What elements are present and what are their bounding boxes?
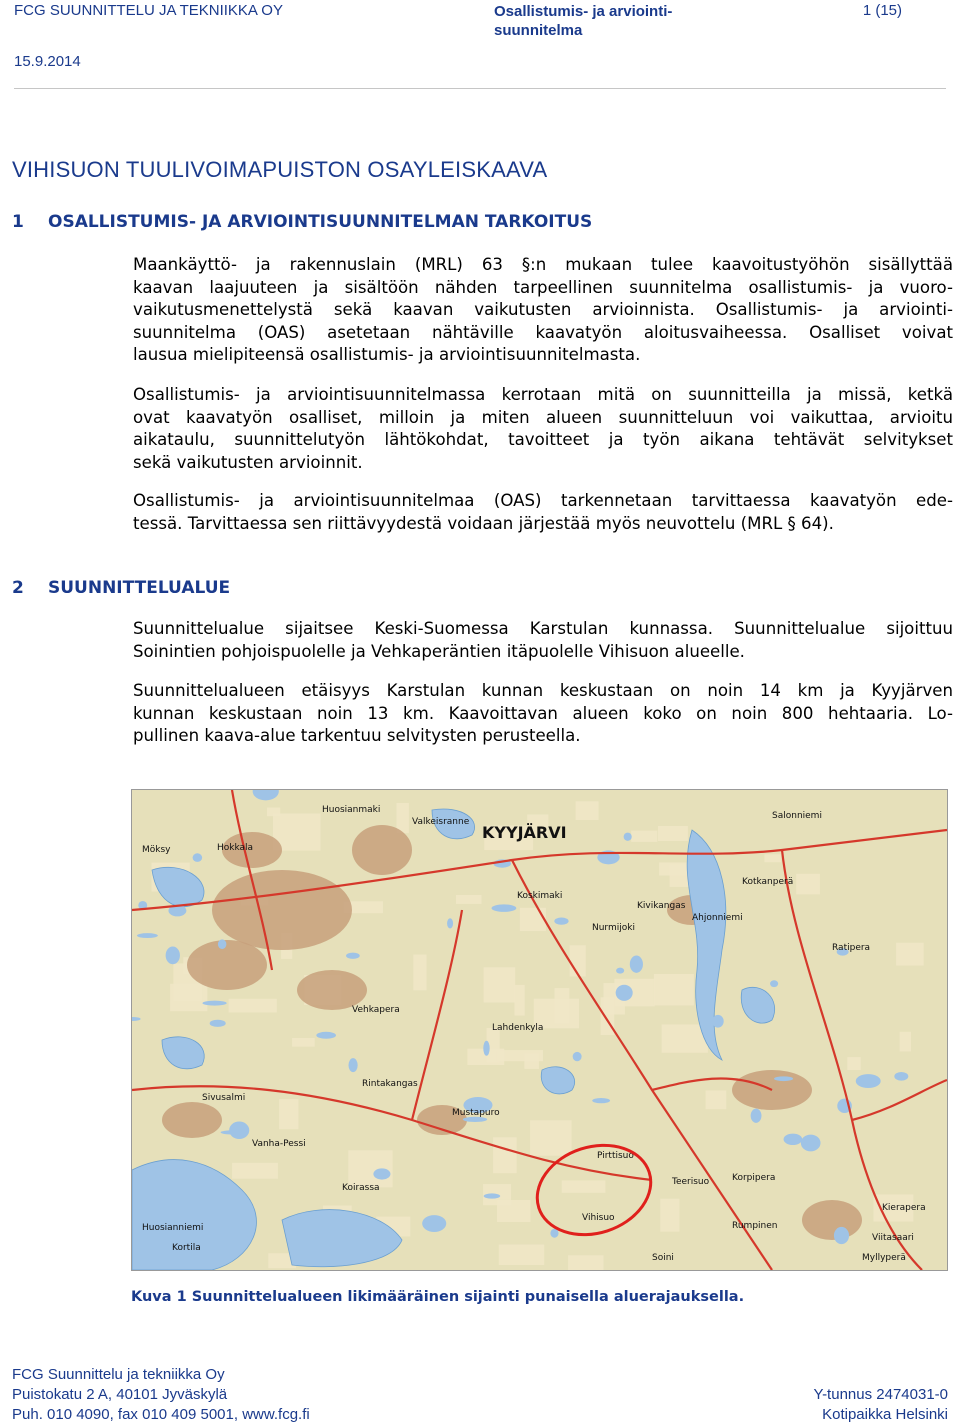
section-1-paragraph-1 (133, 254, 953, 367)
place-label: Valkeisranne (412, 817, 470, 827)
field-patch (896, 943, 924, 966)
paragraph-line: pullinen kaava-alue tarkentuu selvitysten perusteella. (133, 726, 581, 746)
place-label: Kotkanperä (742, 877, 794, 887)
map-graphic (132, 790, 947, 1270)
section-1-paragraph-2 (133, 384, 953, 474)
pond (422, 1215, 446, 1232)
place-label: Ratipera (832, 943, 871, 953)
place-label: Vehkapera (352, 1005, 400, 1015)
field-patch (706, 1090, 727, 1109)
footer-company: FCG Suunnittelu ja tekniikka Oy (12, 1366, 225, 1383)
header-page-number: 1 (15) (862, 2, 902, 19)
section-1-number: 1 (12, 212, 24, 232)
pond (712, 1015, 724, 1028)
place-label: Kivikangas (637, 901, 686, 911)
paragraph-line: lausua mielipiteensä osallistumis- ja arviointisuunnitelmasta. (133, 345, 641, 365)
pond (166, 947, 180, 965)
pond (856, 1074, 881, 1088)
field-patch (499, 1245, 544, 1265)
peatland-area (802, 1200, 862, 1240)
field-patch (497, 1200, 530, 1222)
pond (210, 1020, 226, 1027)
place-label: Salonniemi (772, 811, 822, 821)
header-divider (14, 88, 946, 89)
paragraph-line: sekä vaikutusten arvioinnit. (133, 452, 363, 472)
field-patch (576, 801, 599, 820)
location-map (131, 789, 948, 1271)
place-label: Pirttisuo (597, 1151, 634, 1161)
document-title: VIHISUON TUULIVOIMAPUISTON OSAYLEISKAAVA (12, 157, 548, 182)
section-1-paragraph-3 (133, 490, 953, 535)
place-label: Sivusalmi (202, 1093, 246, 1103)
place-label: Koirassa (342, 1183, 380, 1193)
section-1-title: OSALLISTUMIS- JA ARVIOINTISUUNNITELMAN TARKOITUS (48, 212, 593, 232)
page-footer (12, 1366, 948, 1426)
peatland-area (212, 870, 352, 950)
place-label: Koskimaki (517, 891, 563, 901)
field-patch (497, 1050, 543, 1061)
field-patch (562, 1180, 606, 1192)
header-date: 15.9.2014 (14, 53, 81, 70)
field-patch (654, 974, 694, 1005)
pond (484, 1193, 501, 1198)
pond (193, 853, 203, 862)
field-patch (396, 803, 408, 833)
pond (346, 953, 360, 959)
pond (616, 968, 624, 974)
field-patch (658, 826, 688, 841)
pond (203, 1001, 227, 1006)
field-patch (348, 1150, 392, 1187)
pond (492, 904, 517, 912)
field-patch (764, 854, 781, 862)
field-patch (279, 1099, 298, 1129)
paragraph-line: Osallistumis- ja arviointisuunnitelmassa kerrotaan mitä on suunnitteilla ja missä, ketkä (133, 385, 953, 404)
place-label: Ahjonniemi (692, 913, 743, 923)
field-patch (456, 895, 482, 904)
place-label: Huosianmaki (322, 805, 381, 815)
footer-business-id: Y-tunnus 2474031-0 (813, 1386, 948, 1403)
paragraph-line: aikataulu, suunnittelutyön lähtökohdat, tavoitteet ja työn aikana tehtävät selvitykset (133, 430, 953, 450)
pond (218, 939, 226, 949)
pond (373, 1168, 390, 1179)
place-label: Rintakangas (362, 1079, 418, 1089)
figure-caption: Kuva 1 Suunnittelualueen likimääräinen sijainti punaisella aluerajauksella. (131, 1289, 745, 1305)
pond (624, 833, 632, 841)
paragraph-line: suunnitelma (OAS) asetetaan nähtäville kaavatyön aloitusvaiheessa. Osalliset voivat (133, 322, 953, 342)
field-patch (292, 1038, 315, 1047)
place-label: Nurmijoki (592, 923, 635, 933)
pond (316, 1032, 336, 1039)
pond (447, 918, 453, 928)
header-document-type-line2: suunnitelma (494, 22, 583, 39)
place-label: Huosianniemi (142, 1223, 204, 1233)
place-label: Myllyperä (862, 1253, 906, 1263)
place-label: Rumpinen (732, 1221, 778, 1231)
place-label: Möksy (142, 845, 171, 855)
pond (770, 980, 778, 987)
field-patch (631, 831, 657, 842)
footer-contact: Puh. 010 4090, fax 010 409 5001, www.fcg.fi (12, 1406, 310, 1423)
header-company: FCG SUUNNITTELU JA TEKNIIKKA OY (14, 2, 283, 19)
field-patch (229, 999, 277, 1013)
field-patch (232, 1163, 278, 1179)
field-patch (267, 808, 280, 817)
section-2-paragraph-2 (133, 680, 953, 748)
place-label: Korpipera (732, 1173, 776, 1183)
footer-address: Puistokatu 2 A, 40101 Jyväskylä (12, 1386, 228, 1403)
field-patch (796, 874, 820, 895)
pond (592, 1098, 610, 1103)
pond (774, 1076, 793, 1081)
place-label: Soini (652, 1253, 674, 1263)
field-patch (413, 955, 426, 991)
pond (616, 985, 633, 1001)
paragraph-line: ovat kaavatyön osalliset, milloin ja miten alueen suunnitteluun voi vaikuttaa, arvioitu (133, 407, 953, 427)
pond (349, 1058, 358, 1072)
pond (784, 1134, 803, 1145)
place-label: Lahdenkyla (492, 1023, 544, 1033)
place-label: Kierapera (882, 1203, 926, 1213)
peatland-area (162, 1102, 222, 1138)
place-label: Vanha-Pessi (252, 1139, 306, 1149)
section-2-title: SUUNNITTELUALUE (48, 578, 231, 598)
paragraph-line: Soinintien pohjoispuolelle ja Vehkaperäntien itäpuolelle Vihisuon alueelle. (133, 641, 745, 661)
place-label: Kortila (172, 1243, 201, 1253)
field-patch (570, 945, 586, 976)
pond (483, 1041, 489, 1056)
place-label: Viitasaari (872, 1233, 914, 1243)
field-patch (530, 1120, 571, 1155)
field-patch (660, 1199, 679, 1232)
paragraph-line: Osallistumis- ja arviointisuunnitelmaa (OAS) tarkennetaan tarvittaessa kaavatyön ede- (133, 491, 953, 510)
peatland-area (297, 970, 367, 1010)
place-label: Hokkala (217, 843, 254, 853)
section-2-number: 2 (12, 578, 24, 598)
section-1-heading (12, 212, 592, 232)
pond (751, 1109, 762, 1123)
paragraph-line: Maankäyttö- ja rakennuslain (MRL) 63 §:n mukaan tulee kaavoitustyöhön sisällyttää (133, 255, 953, 274)
pond (894, 1072, 908, 1081)
paragraph-line: kaavan laajuuteen ja sisältöön nähden tarpeellinen suunnitelma osallistumis- ja vuoro- (133, 277, 953, 297)
paragraph-line: vaikutusmenettelystä sekä kaavan vaikutusten arvioinnista. Osallistumis- ja arviointi- (133, 300, 953, 320)
field-patch (484, 967, 516, 1002)
pond (573, 1052, 582, 1061)
pond (801, 1135, 821, 1152)
peatland-area (187, 940, 267, 990)
page-header (0, 0, 960, 92)
place-label: KYYJÄRVI (482, 823, 567, 842)
paragraph-line: kunnan keskustaan noin 13 km. Kaavoittavan alueen koko on noin 800 hehtaaria. Lo- (133, 703, 953, 723)
header-document-type (494, 2, 744, 40)
section-2-paragraph-1 (133, 618, 953, 663)
field-patch (900, 1032, 911, 1052)
footer-domicile: Kotipaikka Helsinki (822, 1406, 948, 1423)
section-2-heading (12, 578, 230, 598)
paragraph-line: Suunnittelualueen etäisyys Karstulan kunnan keskustaan on noin 14 km ja Kyyjärven (133, 681, 953, 700)
pond (229, 1121, 249, 1139)
place-label: Vihisuo (582, 1213, 615, 1223)
field-patch (847, 1057, 860, 1070)
paragraph-line: Suunnittelualue sijaitsee Keski-Suomessa Karstulan kunnassa. Suunnittelualue sijoittuu (133, 619, 953, 638)
field-patch (493, 1137, 517, 1173)
field-patch (514, 985, 524, 1016)
pond (834, 1227, 849, 1244)
pond (709, 935, 716, 946)
pond (554, 918, 568, 925)
paragraph-line: tessä. Tarvittaessa sen riittävyydestä voidaan järjestää myös neuvottelu (MRL § 64). (133, 513, 834, 533)
peatland-area (352, 825, 412, 875)
header-document-type-line1: Osallistumis- ja arviointi- (494, 3, 673, 20)
place-label: Mustapuro (452, 1108, 500, 1118)
field-patch (568, 1255, 603, 1270)
pond (630, 956, 643, 973)
field-patch (520, 908, 546, 931)
place-label: Teerisuo (672, 1177, 710, 1187)
pond (137, 933, 158, 938)
